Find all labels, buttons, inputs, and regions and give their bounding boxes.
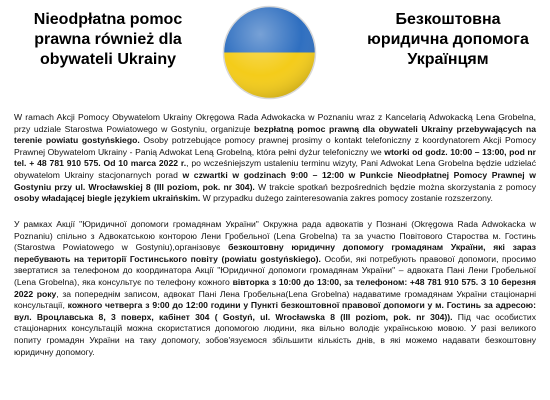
text-segment: , за попереднім записом, адвокат Пані Лена Гробельна(Lena Grobelna) надаватиме громадянам України стаціонарні консультації, — [14, 288, 536, 311]
text-segment: Особи, які потребують правової допомоги, просимо звертатися за телефоном до координатора Акції "Юридичної допомоги громадянам України" – адвоката Пані Лени Гробельної (Lena Grobelna), яка консультує по телефону кожного — [14, 253, 536, 287]
ukraine-flag-icon — [221, 4, 318, 101]
text-segment: Під час особистих стаціонарних консультацій можна скористатися допомогою людини, яка вільно володіє українською мовою. У разі великого попиту громадян України на таку допомогу, зобов'язуємося збільшити кількість днів, в які можемо надавати безкоштовну юридичну допомогу. — [14, 311, 536, 357]
text-segment: Osoby potrzebujące pomocy prawnej prosimy o kontakt telefoniczny z koordynatorem Akcji Pomocy Prawnej Obywatelom Ukrainy - Panią Adwokat Leną Grobelną, która pełni dyżur telefoniczny we — [14, 135, 536, 157]
bold-text-segment: w czwartki w godzinach 9:00 – 12:00 w Punkcie Nieodpłatnej Pomocy Prawnej w Gostyniu przy ul. Wrocławskiej 8 (III poziom, pok. nr 304). — [14, 169, 536, 192]
text-segment: W ramach Akcji Pomocy Obywatelom Ukrainy Okręgowa Rada Adwokacka w Poznaniu wraz z Kancelarią Adwokacką Lena Grobelna, przy udziale Starostwa Powiatowego w Gostyniu, organizuje — [14, 112, 536, 134]
bold-text-segment: wtorki od godz. 10:00 – 13:00, pod nr tel. + 48 781 910 575. Od 10 marca 2022 r. — [14, 146, 537, 169]
title-ukrainian: Безкоштовна юридична допомога Українцям — [367, 11, 529, 68]
bold-text-segment: osoby władającej biegle językiem ukraińskim. — [14, 193, 201, 204]
header — [0, 0, 550, 104]
text-segment: W przypadku dużego zainteresowania zakres pomocy zostanie rozszerzony. — [200, 193, 493, 204]
text-segment: , po wcześniejszym ustaleniu terminu wizyty, Pani Adwokat Lena Grobelna będzie udzielać obywatelom Ukrainy stacjonarnych porad — [14, 158, 536, 180]
bold-text-segment: bezpłatną pomoc prawną dla obywateli Ukrainy przebywających na terenie powiatu gostyńskiego. — [14, 123, 537, 146]
notice-polish — [14, 112, 536, 205]
text-segment: У рамках Акції "Юридичної допомоги громадянам України" Окружна рада адвокатів у Познані (Okręgowa Rada Adwokacka w Poznaniu) спільно з Адвокатською конторою Лени Гробельної (Lena Grobelna) та за участю Повітового Староства м. Гостинь (Starostwa Powiatowego w Gostyniu),організовує — [14, 219, 536, 253]
bold-text-segment: вівторка з 10:00 до 13:00, за телефоном: +48 781 910 575. З 10 березня 2022 року — [14, 276, 536, 299]
text-segment: W trakcie spotkań bezpośrednich będzie można skorzystania z pomocy — [254, 181, 536, 192]
bold-text-segment: кожного четверга з 9:00 до 12:00 години у Пункті безкоштовної правової допомоги у м. Гостинь за адресою: вул. Вроцлавська 8, 3 поверх, кабінет 304 ( Gostyń, ul. Wrocławska 8 (III poziom, pok. nr 304)). — [14, 300, 536, 322]
ukraine-flag-circle — [221, 4, 318, 101]
notice-ukrainian — [14, 219, 536, 358]
bold-text-segment: безкоштовну юридичну допомогу громадянам України, які зараз перебувають на території Гостинського повіту (powiatu gostyńskiego). — [14, 242, 536, 264]
title-polish: Nieodpłatna pomoc prawna również dla obywateli Ukrainy — [33, 11, 183, 68]
